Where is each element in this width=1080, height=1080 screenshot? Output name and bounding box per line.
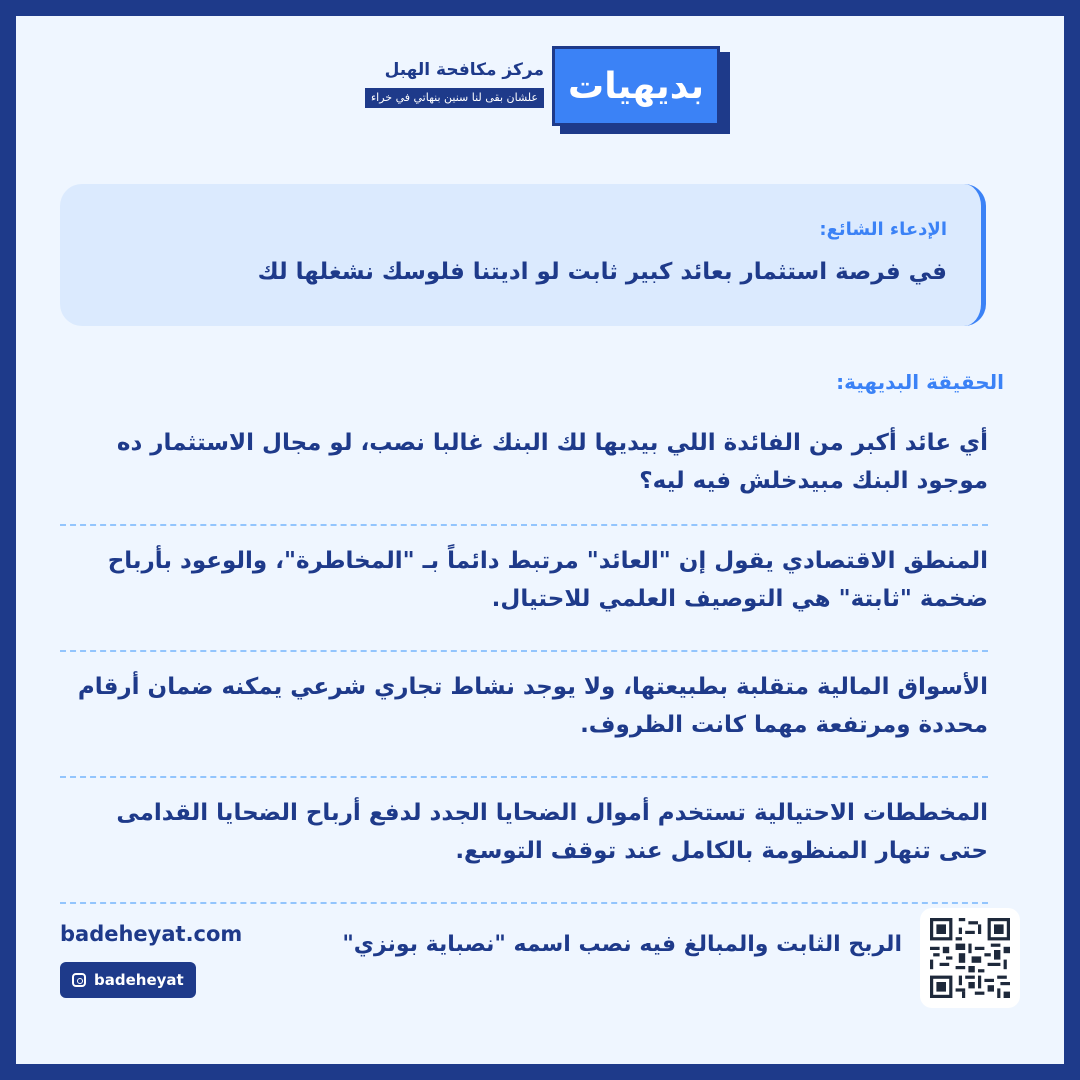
claim-label: الإدعاء الشائع:	[819, 219, 947, 240]
claim-text: في فرصة استثمار بعائد كبير ثابت لو اديتنا فلوسك نشغلها لك	[257, 259, 947, 285]
organization-tagline: علشان بقى لنا سنين بنهاتي في خراء	[365, 88, 544, 108]
instagram-handle: badeheyat	[94, 971, 184, 989]
instagram-badge[interactable]	[60, 962, 196, 998]
footer-summary: الربح الثابت والمبالغ فيه نصب اسمه "نصباية بونزي"	[342, 932, 902, 957]
website-link[interactable]: badeheyat.com	[60, 922, 243, 946]
fact-item: المنطق الاقتصادي يقول إن "العائد" مرتبط دائماً بـ "المخاطرة"، والوعود بأرباح ضخمة "ثابتة" هي التوصيف العلمي للاحتيال.	[60, 526, 988, 652]
instagram-icon	[72, 973, 86, 987]
qr-code-graphic	[930, 918, 1010, 998]
qr-code-icon[interactable]	[920, 908, 1020, 1008]
organization-block	[365, 58, 544, 108]
facts-list	[60, 414, 988, 904]
organization-name: مركز مكافحة الهبل	[384, 60, 544, 80]
fact-item: المخططات الاحتيالية تستخدم أموال الضحايا الجدد لدفع أرباح الضحايا القدامى حتى تنهار المنظومة بالكامل عند توقف التوسع.	[60, 778, 988, 904]
claim-card	[60, 184, 986, 326]
logo-text: بديهيات	[552, 46, 720, 126]
fact-item: الأسواق المالية متقلبة بطبيعتها، ولا يوجد نشاط تجاري شرعي يمكنه ضمان أرقام محددة ومرتفعة مهما كانت الظروف.	[60, 652, 988, 778]
fact-item: أي عائد أكبر من الفائدة اللي بيديها لك البنك غالبا نصب، لو مجال الاستثمار ده موجود البنك مبيدخلش فيه ليه؟	[60, 414, 988, 526]
facts-label: الحقيقة البديهية:	[836, 370, 1004, 394]
brand-logo	[552, 46, 730, 134]
